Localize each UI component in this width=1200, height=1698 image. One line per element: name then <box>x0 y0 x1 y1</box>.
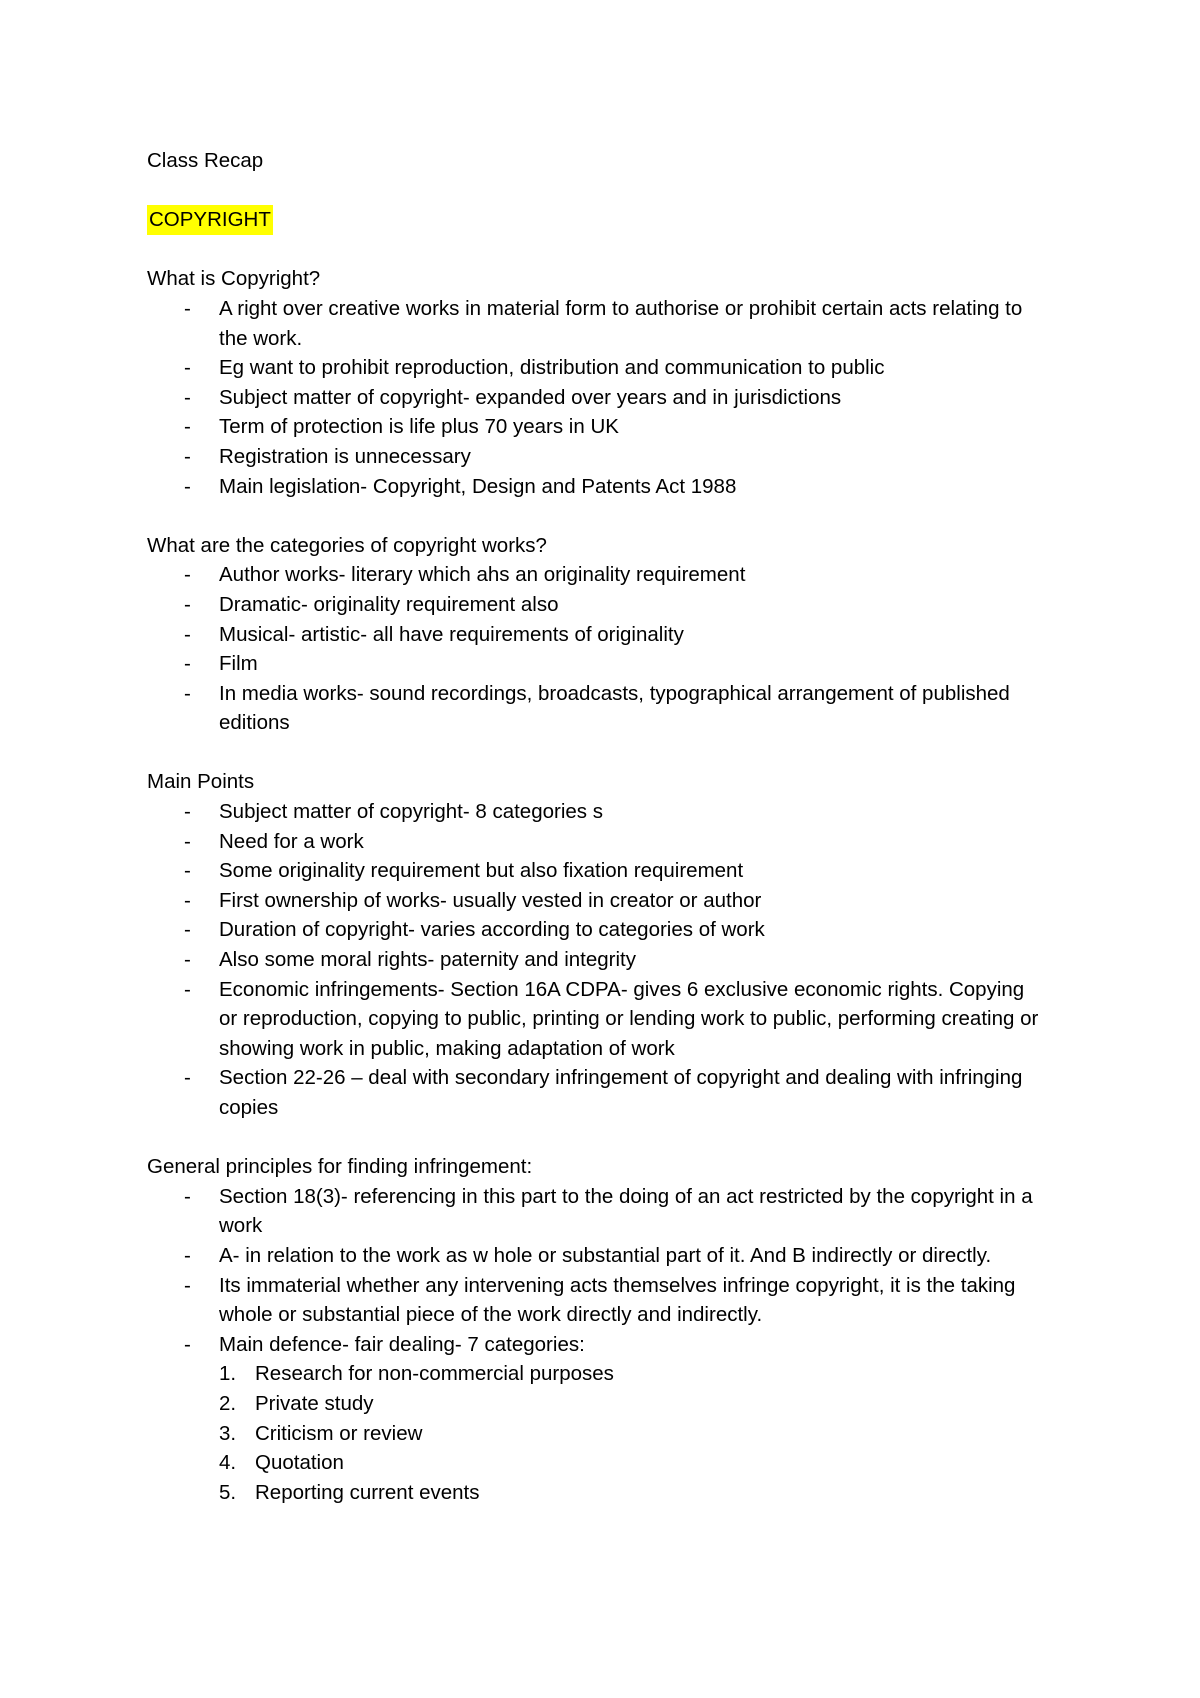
page-title: Class Recap <box>147 149 264 172</box>
list-item-text: Some originality requirement but also fixation requirement <box>219 859 744 883</box>
dash-bullet: - <box>184 1243 191 1267</box>
list-item-text: Subject matter of copyright- 8 categories s <box>219 800 603 824</box>
numbered-item <box>147 1478 1047 1508</box>
list-item <box>147 472 1047 502</box>
list-item-text: Need for a work <box>219 829 364 853</box>
numbered-item <box>147 1389 1047 1419</box>
list-item-text: Term of protection is life plus 70 years in UK <box>219 415 619 439</box>
dash-bullet: - <box>184 444 191 468</box>
dash-bullet: - <box>184 977 191 1001</box>
list-item <box>147 620 1047 650</box>
list-item-text: Author works- literary which ahs an originality requirement <box>219 563 746 587</box>
numbered-item <box>147 1448 1047 1478</box>
dash-bullet: - <box>184 948 191 972</box>
dash-bullet: - <box>184 800 191 824</box>
list-item-text: Main defence- fair dealing- 7 categories: <box>219 1332 585 1356</box>
numbered-item-text: Research for non-commercial purposes <box>255 1362 614 1386</box>
blank-line <box>147 1123 1047 1153</box>
list-item-text: Subject matter of copyright- expanded over years and in jurisdictions <box>219 385 842 409</box>
list-item-text: Also some moral rights- paternity and integrity <box>219 948 637 972</box>
list-item-text: In media works- sound recordings, broadcasts, typographical arrangement of published editions <box>219 681 1010 735</box>
dash-bullet: - <box>184 652 191 676</box>
list-item-text: Main legislation- Copyright, Design and Patents Act 1988 <box>219 474 737 498</box>
bullet-list <box>147 294 1047 501</box>
list-item <box>147 886 1047 916</box>
list-item <box>147 560 1047 590</box>
section-heading: What is Copyright? <box>147 267 321 291</box>
dash-bullet: - <box>184 563 191 587</box>
document-page <box>147 146 1047 1507</box>
list-item <box>147 442 1047 472</box>
blank-line <box>147 235 1047 265</box>
dash-bullet: - <box>184 296 191 320</box>
item-number: 1. <box>219 1362 237 1386</box>
bullet-list <box>147 1182 1047 1360</box>
list-item-text: First ownership of works- usually vested in creator or author <box>219 888 762 912</box>
dash-bullet: - <box>184 859 191 883</box>
dash-bullet: - <box>184 681 191 705</box>
list-item <box>147 797 1047 827</box>
list-item <box>147 945 1047 975</box>
list-item <box>147 590 1047 620</box>
list-item-text: Economic infringements- Section 16A CDPA- gives 6 exclusive economic rights. Copying or reproduction, copying to public, printing or lending work to public, performing creating or showing work in public, making adaptation of work <box>219 977 1039 1060</box>
dash-bullet: - <box>184 918 191 942</box>
blank-line <box>147 738 1047 768</box>
list-item <box>147 1271 1047 1330</box>
highlighted-heading: COPYRIGHT <box>147 205 273 235</box>
numbered-item <box>147 1359 1047 1389</box>
list-item-text: Eg want to prohibit reproduction, distribution and communication to public <box>219 356 885 380</box>
item-number: 2. <box>219 1391 237 1415</box>
list-item-text: A right over creative works in material form to authorise or prohibit certain acts relating to the work. <box>219 296 1023 350</box>
section-heading: General principles for finding infringement: <box>147 1155 533 1179</box>
dash-bullet: - <box>184 592 191 616</box>
dash-bullet: - <box>184 385 191 409</box>
list-item <box>147 679 1047 738</box>
blank-line <box>147 501 1047 531</box>
dash-bullet: - <box>184 1332 191 1356</box>
numbered-item-text: Criticism or review <box>255 1421 423 1445</box>
item-number: 3. <box>219 1421 237 1445</box>
section-heading: What are the categories of copyright works? <box>147 533 547 557</box>
numbered-item-text: Private study <box>255 1391 374 1415</box>
list-item-text: Film <box>219 652 258 676</box>
dash-bullet: - <box>184 356 191 380</box>
dash-bullet: - <box>184 1066 191 1090</box>
dash-bullet: - <box>184 829 191 853</box>
list-item <box>147 294 1047 353</box>
dash-bullet: - <box>184 1184 191 1208</box>
bullet-list <box>147 560 1047 738</box>
blank-line <box>147 176 1047 206</box>
list-item <box>147 827 1047 857</box>
list-item <box>147 1182 1047 1241</box>
numbered-item-text: Reporting current events <box>255 1480 480 1504</box>
list-item-text: Duration of copyright- varies according to categories of work <box>219 918 765 942</box>
list-item-text: Its immaterial whether any intervening acts themselves infringe copyright, it is the taking whole or substantial piece of the work directly and indirectly. <box>219 1273 1016 1327</box>
item-number: 4. <box>219 1451 237 1475</box>
list-item <box>147 383 1047 413</box>
bullet-list <box>147 797 1047 1123</box>
list-item <box>147 353 1047 383</box>
dash-bullet: - <box>184 474 191 498</box>
list-item <box>147 1241 1047 1271</box>
list-item <box>147 412 1047 442</box>
numbered-list <box>147 1359 1047 1507</box>
numbered-item-text: Quotation <box>255 1451 344 1475</box>
list-item-text: Registration is unnecessary <box>219 444 471 468</box>
list-item-text: Musical- artistic- all have requirements of originality <box>219 622 684 646</box>
list-item-text: A- in relation to the work as w hole or substantial part of it. And B indirectly or directly. <box>219 1243 992 1267</box>
list-item-text: Dramatic- originality requirement also <box>219 592 559 616</box>
list-item <box>147 856 1047 886</box>
section-heading: Main Points <box>147 770 255 794</box>
list-item-text: Section 18(3)- referencing in this part to the doing of an act restricted by the copyright in a work <box>219 1184 1033 1238</box>
item-number: 5. <box>219 1480 237 1504</box>
list-item <box>147 1330 1047 1360</box>
list-item <box>147 975 1047 1064</box>
dash-bullet: - <box>184 1273 191 1297</box>
list-item-text: Section 22-26 – deal with secondary infringement of copyright and dealing with infringing copies <box>219 1066 1023 1119</box>
list-item <box>147 649 1047 679</box>
section-heading-copyright <box>147 205 1047 235</box>
dash-bullet: - <box>184 622 191 646</box>
list-item <box>147 1063 1047 1122</box>
dash-bullet: - <box>184 888 191 912</box>
list-item <box>147 915 1047 945</box>
numbered-item <box>147 1419 1047 1449</box>
dash-bullet: - <box>184 415 191 439</box>
